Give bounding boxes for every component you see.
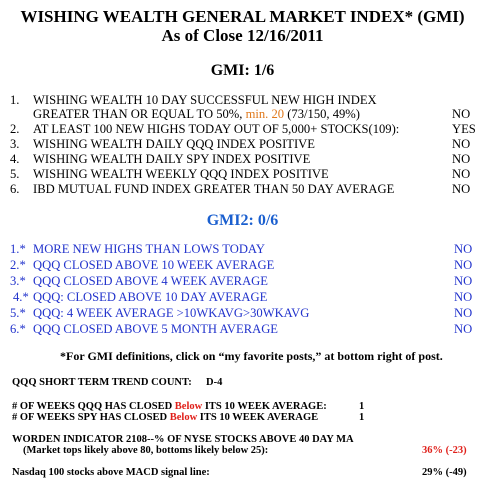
gmi2-item-2-value: NO bbox=[454, 258, 473, 272]
weeks-spy-label-b: ITS 10 WEEK AVERAGE bbox=[199, 412, 319, 423]
gmi2-heading: GMI2: 0/6 bbox=[206, 212, 279, 229]
gmi2-item-6-value: NO bbox=[454, 322, 473, 336]
gmi-item-2-num: 2. bbox=[10, 122, 20, 136]
gmi-item-5-num: 5. bbox=[10, 167, 20, 181]
worden-value bbox=[422, 445, 467, 456]
weeks-spy-row bbox=[12, 412, 318, 423]
gmi-heading: GMI: 1/6 bbox=[210, 62, 275, 79]
worden-percent: 36% bbox=[422, 445, 443, 456]
gmi-item-1-min: min. 20 bbox=[245, 107, 285, 121]
gmi2-item-1-num: 1.* bbox=[10, 242, 26, 256]
gmi-item-4-value: NO bbox=[452, 152, 471, 166]
weeks-spy-below: Below bbox=[169, 412, 198, 423]
gmi2-item-1-text: MORE NEW HIGHS THAN LOWS TODAY bbox=[33, 242, 265, 256]
gmi-item-1-text: WISHING WEALTH 10 DAY SUCCESSFUL NEW HIGH INDEX bbox=[33, 93, 377, 107]
gmi-item-6-num: 6. bbox=[10, 182, 20, 196]
weeks-qqq-row bbox=[12, 401, 327, 412]
gmi2-item-2-num: 2.* bbox=[10, 258, 26, 272]
gmi2-item-2-text: QQQ CLOSED ABOVE 10 WEEK AVERAGE bbox=[33, 258, 275, 272]
gmi-item-1-value: NO bbox=[452, 107, 471, 121]
gmi2-item-4-num: 4.* bbox=[13, 290, 29, 304]
gmi-item-4-num: 4. bbox=[10, 152, 20, 166]
trend-count-label: QQQ SHORT TERM TREND COUNT: bbox=[12, 377, 192, 388]
definitions-note: *For GMI definitions, click on “my favorite posts,” at bottom right of post. bbox=[60, 349, 443, 363]
weeks-spy-value: 1 bbox=[359, 412, 365, 423]
page-title: WISHING WEALTH GENERAL MARKET INDEX* (GMI) bbox=[20, 7, 465, 26]
gmi-item-3-value: NO bbox=[452, 137, 471, 151]
gmi-item-6-text: IBD MUTUAL FUND INDEX GREATER THAN 50 DAY AVERAGE bbox=[33, 182, 395, 196]
gmi2-item-6-num: 6.* bbox=[10, 322, 26, 336]
gmi-item-3-num: 3. bbox=[10, 137, 20, 151]
gmi2-item-4-text: QQQ: CLOSED ABOVE 10 DAY AVERAGE bbox=[33, 290, 268, 304]
page-subtitle: As of Close 12/16/2011 bbox=[161, 26, 324, 45]
gmi2-item-1-value: NO bbox=[454, 242, 473, 256]
worden-sublabel: (Market tops likely above 80, bottoms likely below 25): bbox=[23, 445, 269, 456]
macd-value bbox=[422, 467, 467, 478]
worden-change: (-23) bbox=[445, 445, 467, 456]
macd-label: Nasdaq 100 stocks above MACD signal line: bbox=[12, 467, 210, 478]
gmi-item-4-text: WISHING WEALTH DAILY SPY INDEX POSITIVE bbox=[33, 152, 311, 166]
gmi2-item-4-value: NO bbox=[454, 290, 473, 304]
gmi-item-1-text-cont bbox=[33, 107, 360, 122]
gmi-item-5-value: NO bbox=[452, 167, 471, 181]
gmi2-item-3-text: QQQ CLOSED ABOVE 4 WEEK AVERAGE bbox=[33, 274, 268, 288]
gmi-item-1-text-a: GREATER THAN OR EQUAL TO 50%, bbox=[33, 107, 243, 121]
weeks-qqq-label-b: ITS 10 WEEK AVERAGE: bbox=[204, 401, 327, 412]
weeks-qqq-label-a: # OF WEEKS QQQ HAS CLOSED bbox=[12, 401, 173, 412]
gmi-item-3-text: WISHING WEALTH DAILY QQQ INDEX POSITIVE bbox=[33, 137, 315, 151]
weeks-qqq-value: 1 bbox=[359, 401, 365, 412]
trend-count-value: D-4 bbox=[206, 377, 223, 388]
weeks-spy-label-a: # OF WEEKS SPY HAS CLOSED bbox=[12, 412, 168, 423]
gmi2-item-3-value: NO bbox=[454, 274, 473, 288]
gmi-item-1-num: 1. bbox=[10, 93, 20, 107]
gmi-item-2-text: AT LEAST 100 NEW HIGHS TODAY OUT OF 5,000+ STOCKS(109): bbox=[33, 122, 400, 136]
worden-label: WORDEN INDICATOR 2108--% OF NYSE STOCKS ABOVE 40 DAY MA bbox=[12, 434, 354, 445]
gmi-item-2-value: YES bbox=[452, 122, 476, 136]
macd-percent: 29% bbox=[422, 467, 443, 478]
gmi-item-1-text-b: (73/150, 49%) bbox=[287, 107, 360, 121]
gmi-item-5-text: WISHING WEALTH WEEKLY QQQ INDEX POSITIVE bbox=[33, 167, 329, 181]
gmi2-item-5-num: 5.* bbox=[10, 306, 26, 320]
gmi2-item-6-text: QQQ CLOSED ABOVE 5 MONTH AVERAGE bbox=[33, 322, 279, 336]
weeks-qqq-below: Below bbox=[174, 401, 203, 412]
gmi2-item-5-value: NO bbox=[454, 306, 473, 320]
macd-change: (-49) bbox=[445, 467, 467, 478]
gmi2-item-3-num: 3.* bbox=[10, 274, 26, 288]
gmi-item-6-value: NO bbox=[452, 182, 471, 196]
gmi2-item-5-text: QQQ: 4 WEEK AVERAGE >10WKAVG>30WKAVG bbox=[33, 306, 310, 320]
